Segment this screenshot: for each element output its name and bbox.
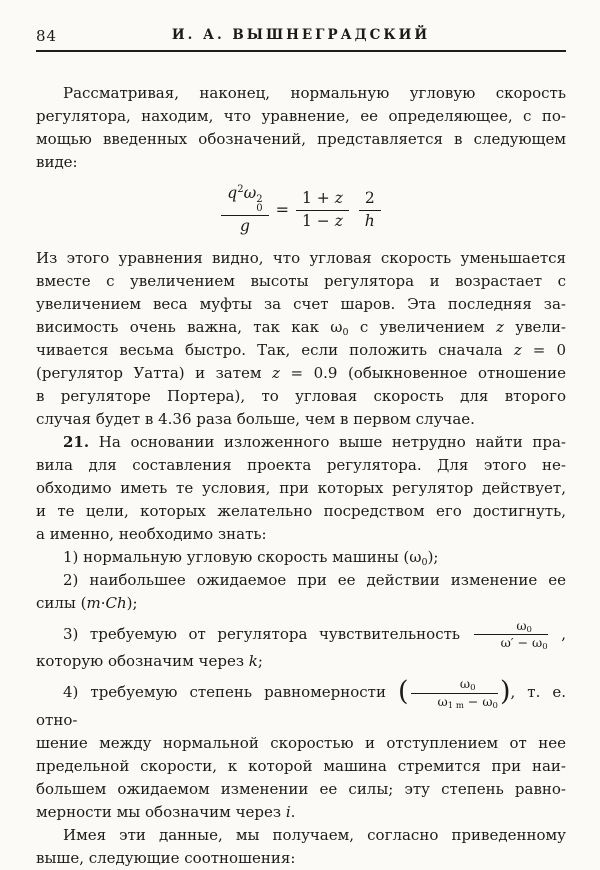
text-line <box>36 293 566 316</box>
text-run: z <box>334 189 343 208</box>
text-run: ω <box>437 693 448 709</box>
display-formula <box>36 184 566 236</box>
text-line <box>36 477 566 500</box>
text-run: g <box>239 217 250 235</box>
subscript: 0 <box>526 624 532 635</box>
text-run: = 0.9 (обыкновенное отношение <box>280 363 566 382</box>
text-run: ω′ − ω <box>500 634 543 650</box>
text-run: Рассматривая, наконец, нормальную угловую скорость <box>63 84 566 102</box>
text-line <box>36 801 566 824</box>
text-line <box>36 546 566 569</box>
text-run: а именно, необходимо знать: <box>36 524 267 543</box>
text-run: ); <box>427 547 439 566</box>
subscript: 0 <box>342 326 349 338</box>
text-line <box>36 151 566 174</box>
text-run: i <box>285 803 291 822</box>
fraction-numerator <box>474 619 548 635</box>
paragraph-21 <box>36 431 566 546</box>
paragraph-intro <box>36 82 566 174</box>
text-run: 1 − <box>301 211 335 230</box>
text-line <box>36 523 566 546</box>
subscript: 0 <box>492 700 498 711</box>
numbered-item-2 <box>36 569 566 615</box>
text-run: Имея эти данные, мы получаем, согласно приведенному <box>63 826 566 845</box>
text-run: предельной скорости, к которой машина стремится при наи- <box>36 757 566 776</box>
text-run: 4) требуемую степень равномерности <box>63 683 398 702</box>
text-run: Из этого уравнения видно, что угловая скорость уменьшается <box>36 248 566 267</box>
text-run: которую обозначим через <box>36 652 249 671</box>
text-line <box>36 362 566 385</box>
text-run: большем ожидаемом изменении ее силы; эту степень равно- <box>36 780 566 799</box>
text-line <box>36 592 566 615</box>
text-line <box>36 500 566 523</box>
text-run: , т. е. отно- <box>36 683 566 730</box>
text-run: виде: <box>36 153 78 171</box>
fraction-numerator <box>221 184 268 216</box>
text-run: (регулятор Уатта) и затем <box>36 363 273 382</box>
superscript: 2 <box>237 184 244 195</box>
text-body <box>36 82 566 870</box>
text-run: 3) требуемую от регулятора чувствительность <box>63 624 472 643</box>
text-run: h <box>364 211 375 230</box>
subscript: 0 <box>470 683 476 694</box>
text-run: увели- <box>503 317 567 336</box>
text-line <box>36 339 566 362</box>
text-line <box>36 755 566 778</box>
numbered-item-3 <box>36 619 566 674</box>
text-run: 21. <box>63 432 90 451</box>
text-run: = <box>275 200 289 220</box>
text-run: ω <box>243 184 257 202</box>
text-run: вместе с увеличением высоты регулятора и возрастает с <box>36 271 566 290</box>
paragraph-closing <box>36 824 566 870</box>
text-run: и те цели, которых желательно посредством его достигнуть, <box>36 501 566 520</box>
page-number: 84 <box>36 27 58 45</box>
text-run: ) <box>499 675 511 707</box>
text-run: k <box>248 652 258 671</box>
text-line <box>36 316 566 339</box>
fraction-denominator <box>221 216 268 236</box>
text-run: силы ( <box>36 593 87 612</box>
text-line <box>36 128 566 151</box>
text-line <box>36 847 566 870</box>
text-run: = 0 <box>521 340 566 359</box>
text-run: увеличением веса муфты за счет шаров. Эта последняя за- <box>36 294 566 313</box>
text-line <box>36 247 566 270</box>
subscript: 0 <box>542 641 548 652</box>
header-rule <box>36 50 566 52</box>
text-line <box>36 824 566 847</box>
text-run: ); <box>126 593 138 612</box>
text-line <box>36 778 566 801</box>
text-run: случая будет в 4.36 раза больше, чем в первом случае. <box>36 409 475 428</box>
text-run: · <box>100 593 106 612</box>
text-line <box>36 732 566 755</box>
text-line <box>36 105 566 128</box>
text-run: 2) наибольшее ожидаемое при ее действии изменение ее <box>63 570 566 589</box>
paragraph-discussion <box>36 247 566 431</box>
page-header <box>36 24 566 46</box>
text-line <box>36 82 566 105</box>
fraction-numerator <box>296 189 349 211</box>
text-run: , <box>549 624 566 643</box>
text-run: ( <box>397 675 409 707</box>
text-run: z <box>272 363 281 382</box>
numbered-item-4 <box>36 677 566 824</box>
text-run: z <box>513 340 522 359</box>
text-run: ; <box>257 652 263 671</box>
text-line <box>36 677 566 732</box>
text-run: мощью введенных обозначений, представляется в следующем <box>36 130 566 148</box>
fraction-numerator <box>359 189 381 211</box>
fraction <box>359 189 381 230</box>
text-run: 2 <box>364 189 375 208</box>
numbered-item-1 <box>36 546 566 569</box>
text-run: m <box>86 593 101 612</box>
formula-line <box>36 184 566 236</box>
subscript: 1 m <box>447 700 464 711</box>
text-line <box>36 619 566 651</box>
text-line <box>36 569 566 592</box>
text-run: висимость очень важна, так как ω <box>36 317 343 336</box>
text-run: обходимо иметь те условия, при которых регулятор действует, <box>36 478 566 497</box>
stacked-sup-sub: 2 0 <box>256 194 263 214</box>
text-run: в регуляторе Портера), то угловая скорость для второго <box>36 386 566 405</box>
text-run: ω <box>516 617 527 633</box>
text-run: На основании изложенного выше нетрудно найти пра- <box>89 432 566 451</box>
fraction <box>474 619 548 651</box>
text-run: . <box>290 803 296 822</box>
text-run: 1) нормальную угловую скорость машины (ω <box>63 547 422 566</box>
fraction-denominator <box>474 635 548 650</box>
text-run: q <box>227 184 238 202</box>
text-line <box>36 385 566 408</box>
fraction-denominator <box>296 211 349 231</box>
text-run: z <box>334 211 343 230</box>
text-run: выше, следующие соотношения: <box>36 849 296 868</box>
text-line <box>36 408 566 431</box>
subscript: 0 <box>421 556 428 568</box>
text-run: регулятора, находим, что уравнение, ее определяющее, с по- <box>36 107 566 125</box>
text-run: чивается весьма быстро. Так, если положить сначала <box>36 340 514 359</box>
text-run: шение между нормальной скоростью и отступлением от нее <box>36 734 566 753</box>
text-run: − ω <box>463 693 493 709</box>
text-line <box>36 454 566 477</box>
fraction <box>221 184 268 236</box>
text-line <box>36 270 566 293</box>
text-run: 1 + <box>301 189 335 208</box>
text-run: ω <box>459 676 471 692</box>
running-head: И. А. ВЫШНЕГРАДСКИЙ <box>171 27 431 43</box>
fraction <box>411 677 498 709</box>
text-run: Ch <box>105 593 127 612</box>
fraction <box>296 189 349 230</box>
text-run: с увеличением <box>348 317 497 336</box>
fraction-numerator <box>411 677 498 693</box>
fraction-denominator <box>411 694 498 709</box>
fraction-denominator <box>359 211 381 231</box>
text-line <box>36 431 566 454</box>
text-run: мерности мы обозначим через <box>36 803 286 822</box>
text-run: вила для составления проекта регулятора. Для этого не- <box>36 455 566 474</box>
text-run: z <box>496 317 504 336</box>
text-line <box>36 650 566 673</box>
